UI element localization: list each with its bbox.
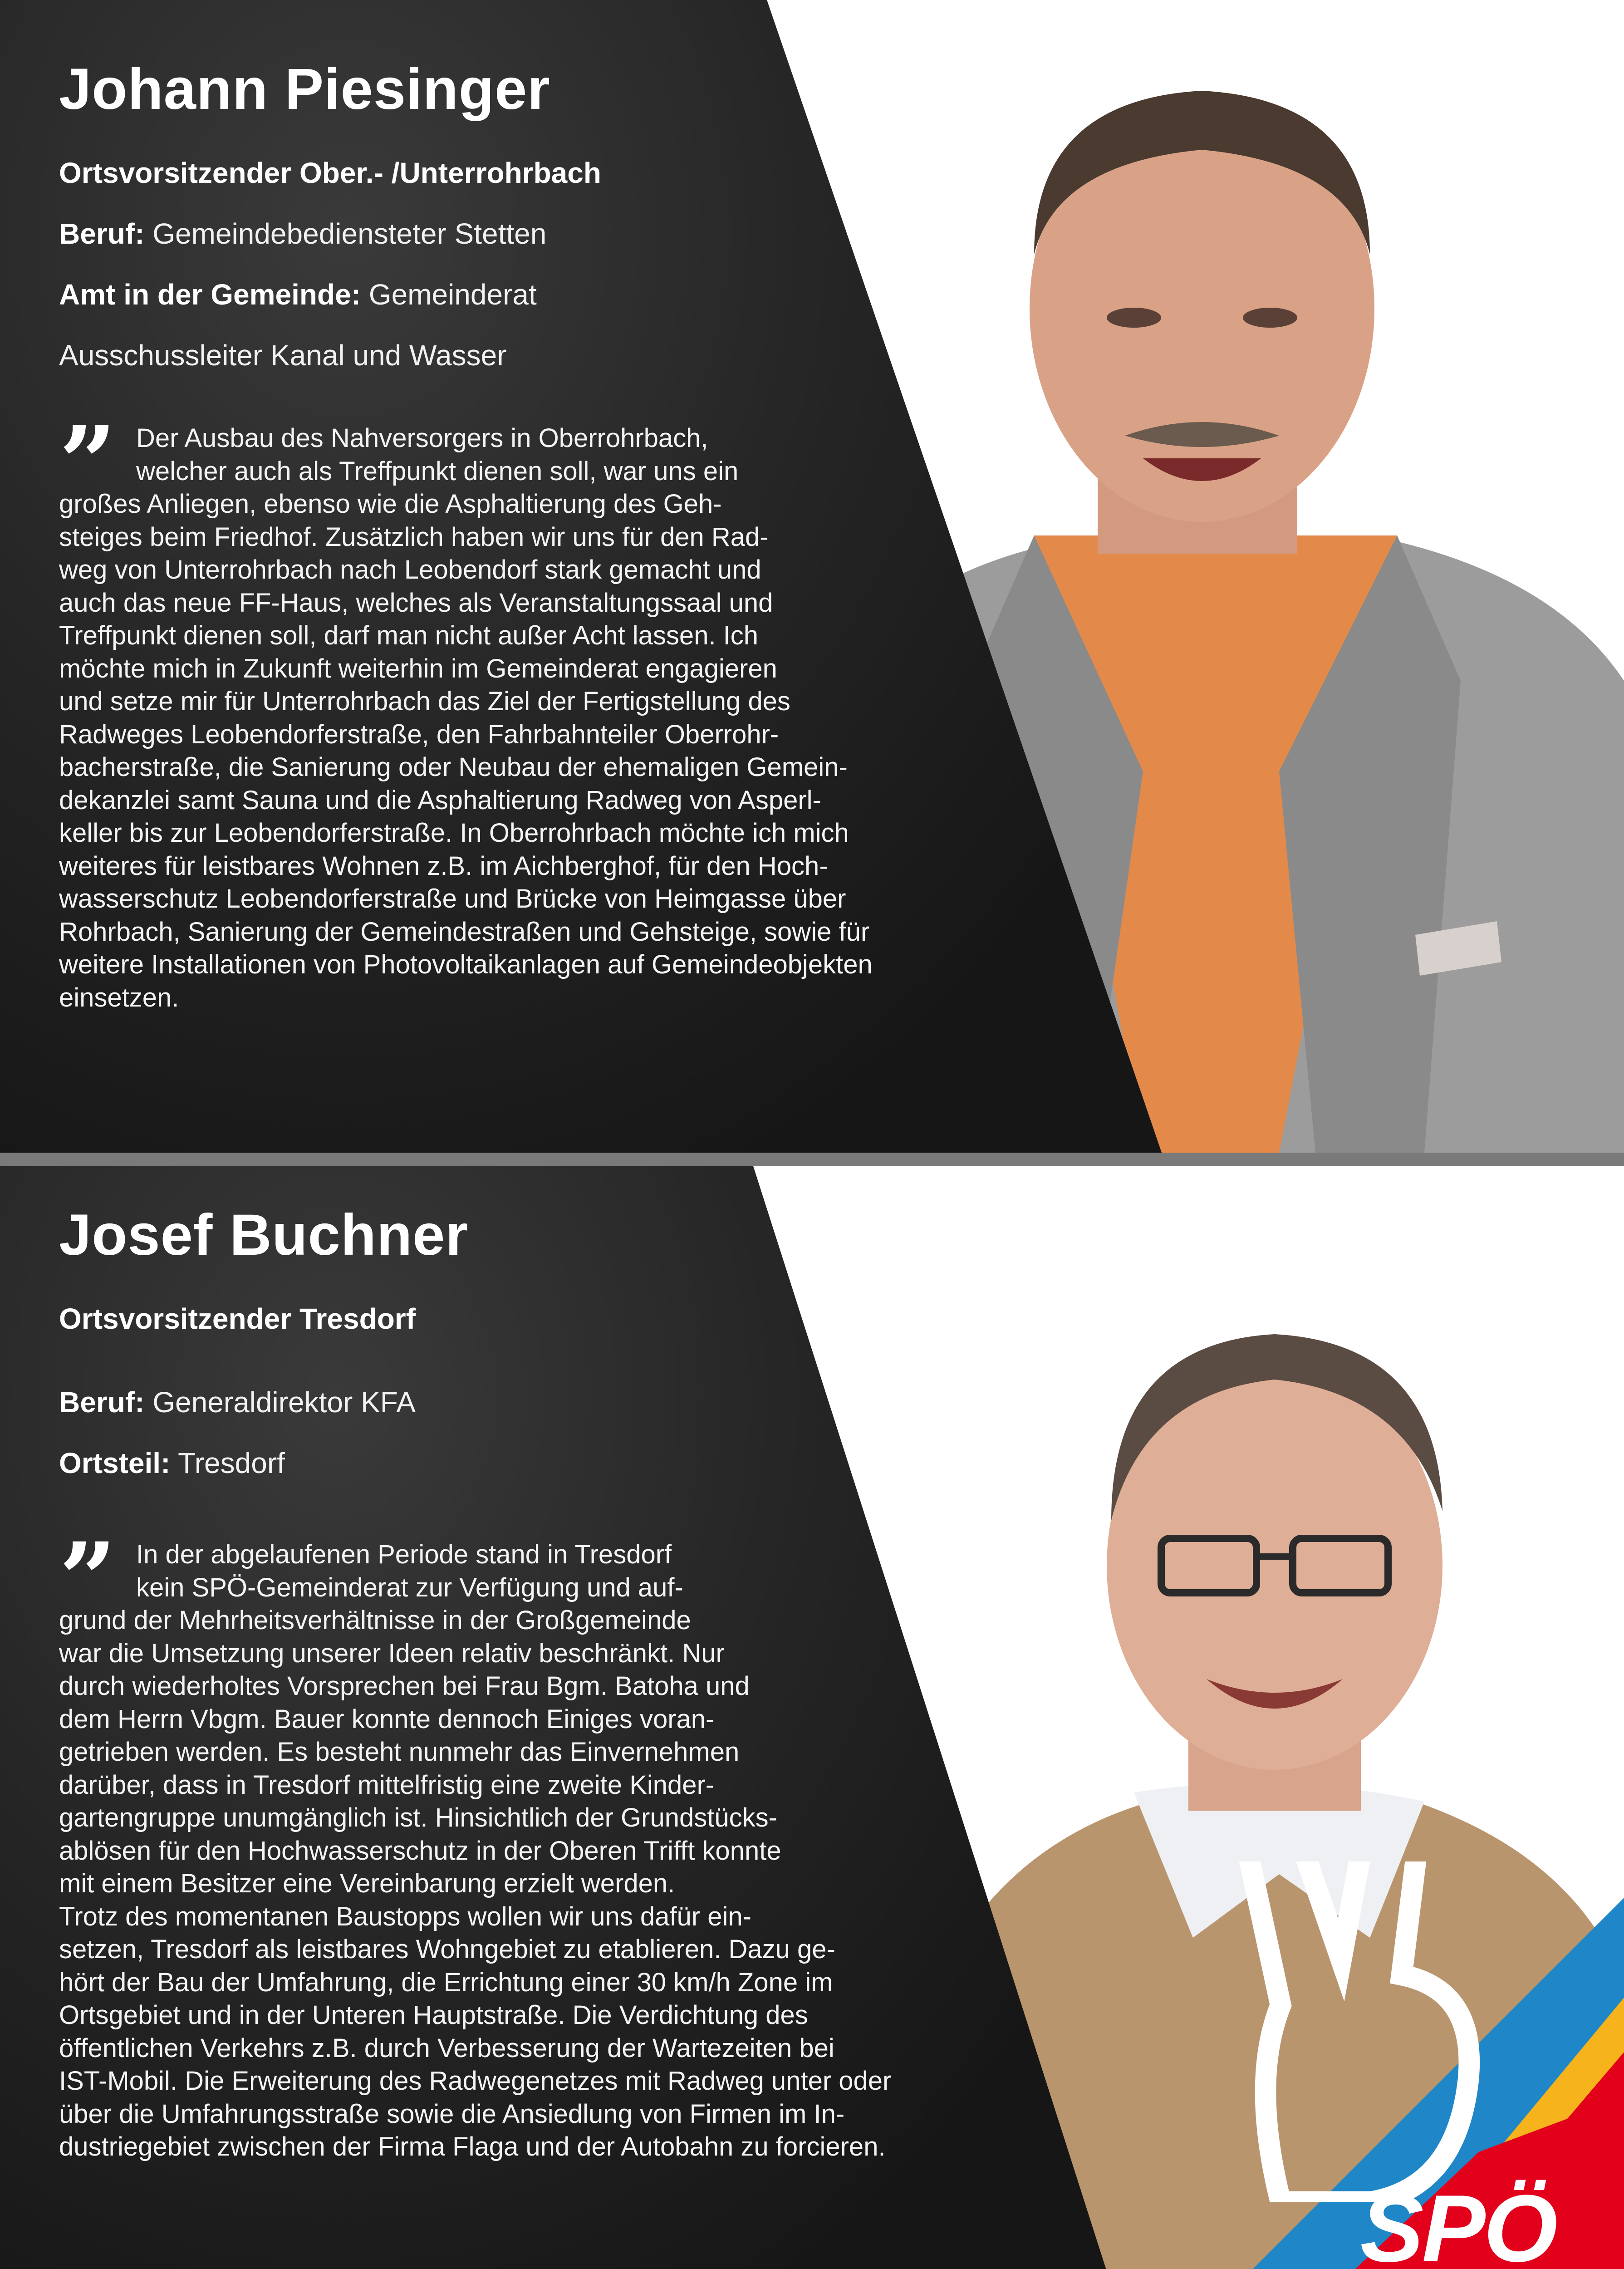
quote-line: Trotz des momentanen Baustopps wollen wir uns dafür ein- <box>59 1901 751 1931</box>
quote-line: Treffpunkt dienen soll, darf man nicht außer Acht lassen. Ich <box>59 621 759 650</box>
beruf-value: Generaldirektor KFA <box>152 1385 416 1419</box>
quote-line: bacherstraße, die Sanierung oder Neubau der ehemaligen Gemein- <box>59 752 848 782</box>
quote-line: weitere Installationen von Photovoltaikanlagen auf Gemeindeobjekten <box>59 950 873 979</box>
quote-line: grund der Mehrheitsverhältnisse in der Großgemeinde <box>59 1606 691 1635</box>
ortsteil-label: Ortsteil: <box>59 1446 171 1479</box>
quote-mark-icon: ” <box>59 1520 117 1638</box>
quote-line: hört der Bau der Umfahrung, die Errichtung einer 30 km/h Zone im <box>59 1967 833 1997</box>
candidate-card-buchner <box>0 1166 1624 2269</box>
quote-line: Radweges Leobendorferstraße, den Fahrbahnteiler Oberrohr- <box>59 719 779 749</box>
quote-line: welcher auch als Treffpunkt dienen soll, war uns ein <box>136 456 739 486</box>
profile-header <box>59 54 601 372</box>
candidate-role: Ortsvorsitzender Tresdorf <box>59 1302 416 1335</box>
candidate-role: Ortsvorsitzender Ober.- /Unterrohrbach <box>59 156 601 189</box>
quote-line: durch wiederholtes Vorsprechen bei Frau Bgm. Batoha und <box>59 1671 750 1701</box>
quote-line: keller bis zur Leobendorferstraße. In Oberrohrbach möchte ich mich <box>59 818 849 848</box>
candidate-quote <box>59 404 873 1014</box>
quote-line: weg von Unterrohrbach nach Leobendorf stark gemacht und <box>59 555 761 584</box>
beruf-line <box>59 217 601 250</box>
quote-line: mit einem Besitzer eine Vereinbarung erzielt werden. <box>59 1869 675 1898</box>
quote-line: war die Umsetzung unserer Ideen relativ beschränkt. Nur <box>59 1638 725 1668</box>
quote-line: wasserschutz Leobendorferstraße und Brücke von Heimgasse über <box>59 884 846 913</box>
beruf-label: Beruf: <box>59 217 145 250</box>
amt-label: Amt in der Gemeinde: <box>59 278 361 311</box>
quote-line: und setze mir für Unterrohrbach das Ziel der Fertigstellung des <box>59 687 790 716</box>
quote-line: großes Anliegen, ebenso wie die Asphaltierung des Geh- <box>59 489 722 519</box>
quote-line: In der abgelaufenen Periode stand in Tresdorf <box>136 1540 672 1569</box>
quote-line: Der Ausbau des Nahversorgers in Oberrohrbach, <box>136 423 708 453</box>
amt-line <box>59 278 601 311</box>
beruf-value: Gemeindebediensteter Stetten <box>152 217 547 250</box>
quote-line: gartengruppe unumgänglich ist. Hinsichtlich der Grundstücks- <box>59 1803 777 1832</box>
candidate-quote <box>59 1520 892 2164</box>
panel-divider <box>0 1153 1624 1166</box>
beruf-line <box>59 1385 468 1419</box>
quote-line: dem Herrn Vbgm. Bauer konnte dennoch Einiges voran- <box>59 1704 715 1734</box>
quote-line: dustriegebiet zwischen der Firma Flaga und der Autobahn zu forcieren. <box>59 2132 886 2161</box>
quote-line: steiges beim Friedhof. Zusätzlich haben wir uns für den Rad- <box>59 522 769 552</box>
amt-value: Gemeinderat <box>368 278 537 311</box>
spo-logo-text: SPÖ <box>1360 2175 1556 2269</box>
quote-mark-icon: ” <box>59 404 117 521</box>
beruf-label: Beruf: <box>59 1385 145 1419</box>
quote-line: Ortsgebiet und in der Unteren Hauptstraße. Die Verdichtung des <box>59 2000 808 2030</box>
quote-line: möchte mich in Zukunft weiterhin im Gemeinderat engagieren <box>59 653 777 683</box>
quote-line: IST-Mobil. Die Erweiterung des Radwegenetzes mit Radweg unter oder <box>59 2066 892 2096</box>
ortsteil-value: Tresdorf <box>178 1446 285 1479</box>
quote-line: setzen, Tresdorf als leistbares Wohngebiet zu etablieren. Dazu ge- <box>59 1935 835 1964</box>
spo-logo-area <box>1125 1861 1624 2269</box>
quote-line: darüber, dass in Tresdorf mittelfristig eine zweite Kinder- <box>59 1770 715 1800</box>
quote-line: weiteres für leistbares Wohnen z.B. im Aichberghof, für den Hoch- <box>59 851 828 881</box>
quote-line: kein SPÖ-Gemeinderat zur Verfügung und auf- <box>136 1572 683 1602</box>
quote-line: getrieben werden. Es besteht nunmehr das Einvernehmen <box>59 1737 740 1767</box>
quote-line: dekanzlei samt Sauna und die Asphaltierung Radweg von Asperl- <box>59 785 821 815</box>
candidate-name: Johann Piesinger <box>59 57 550 122</box>
quote-line: einsetzen. <box>59 982 179 1012</box>
quote-line: Rohrbach, Sanierung der Gemeindestraßen und Gehsteige, sowie für <box>59 917 870 947</box>
quote-line: ablösen für den Hochwasserschutz in der Oberen Trifft konnte <box>59 1836 781 1866</box>
quote-line: auch das neue FF-Haus, welches als Veranstaltungssaal und <box>59 588 773 618</box>
extra-line: Ausschussleiter Kanal und Wasser <box>59 339 507 372</box>
quote-line: öffentlichen Verkehrs z.B. durch Verbesserung der Wartezeiten bei <box>59 2033 834 2063</box>
candidate-name: Josef Buchner <box>59 1203 469 1267</box>
victory-hand-icon <box>1125 1861 1606 2202</box>
ortsteil-line <box>59 1446 468 1480</box>
quote-line: über die Umfahrungsstraße sowie die Ansiedlung von Firmen im In- <box>59 2099 845 2129</box>
profile-header <box>59 1200 468 1480</box>
